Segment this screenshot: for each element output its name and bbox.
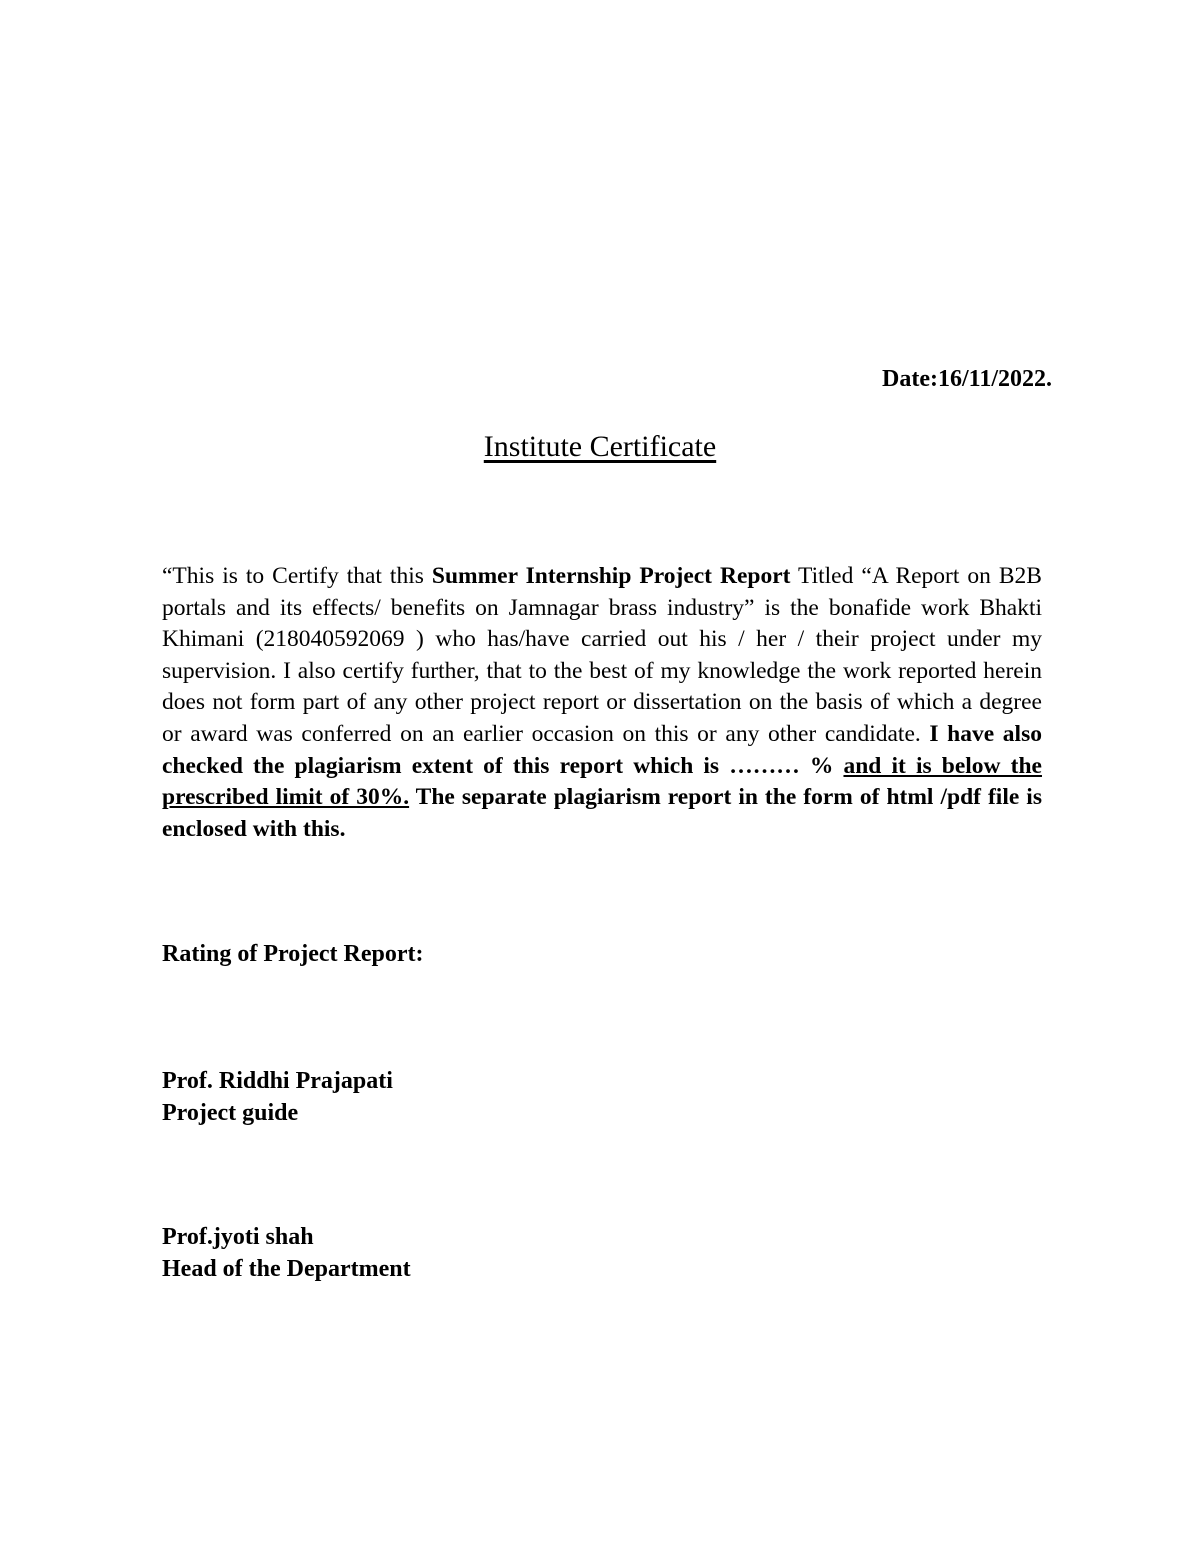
hod-signature-block [162,1222,411,1285]
certificate-title [0,430,1200,464]
guide-role: Project guide [162,1099,299,1126]
hod-role: Head of the Department [162,1255,411,1282]
body-plagiarism-enclosure: The separate plagiarism report in the form of html /pdf file is enclosed with this. [162,784,1042,842]
rating-label: Rating of Project Report: [162,941,424,967]
certificate-body [162,561,1042,845]
guide-signature-block [162,1066,393,1129]
body-intro: “This is to Certify that this [162,563,432,589]
certificate-title-text: Institute Certificate [483,430,717,463]
guide-name: Prof. Riddhi Prajapati [162,1068,393,1094]
body-plagiarism-limit: and it is below the prescribed limit of 30%. [162,752,1042,811]
body-plagiarism-check: I have also checked the plagiarism extent of this report which is ……… % [162,720,1042,779]
body-main: Titled “A Report on B2B portals and its effects/ benefits on Jamnagar brass industry” is the bonafide work Bhakti Khimani (218040592069 ) who has/have carried out his / her / their project under my supervision. I also certify further, that to the best of my knowledge the work reported herein does not form part of any other project report or dissertation on the basis of which a degree or award was conferred on an earlier occasion on this or any other candidate. [162,563,1042,747]
body-report-type: Summer Internship Project Report [431,563,791,589]
hod-name: Prof.jyoti shah [162,1224,314,1250]
certificate-date: Date:16/11/2022. [882,366,1052,392]
